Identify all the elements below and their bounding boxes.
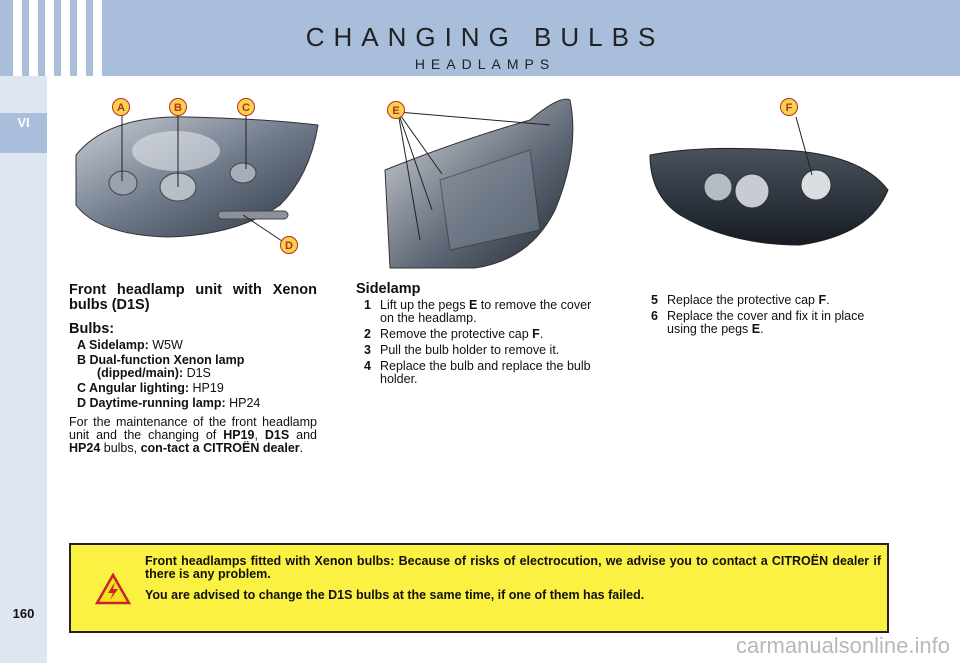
figure-front-headlamp [68, 95, 328, 255]
callout-c: C [237, 98, 255, 116]
callout-b: B [169, 98, 187, 116]
callout-e: E [387, 101, 405, 119]
header-stripe [77, 0, 86, 76]
bulb-item: A Sidelamp: W5W [77, 338, 183, 352]
page-subtitle: HEADLAMPS [414, 56, 556, 72]
page-number: 160 [12, 606, 35, 621]
page-title: CHANGING BULBS [305, 22, 665, 52]
warning-line-2: You are advised to change the D1S bulbs at the same time, if one of them has failed. [145, 588, 645, 602]
bulb-item: D Daytime-running lamp: HP24 [77, 396, 261, 410]
sidebar [0, 76, 47, 663]
header-stripe [29, 0, 38, 76]
headlamp-illustration [68, 95, 328, 255]
sidelamp-section [356, 283, 596, 389]
bulb-item: B Dual-function Xenon lamp (dipped/main): D1S [77, 353, 245, 380]
figure-headlamp-cap [640, 95, 890, 255]
step-item: 6 Replace the cover and fix it in place using the pegs E. [651, 309, 865, 336]
maintenance-paragraph: For the maintenance of the front headlamp unit and the changing of HP19, D1S and HP24 bulbs, con-tact a CITROËN dealer. [69, 415, 317, 455]
warning-text [145, 555, 881, 610]
replacement-steps [643, 294, 893, 339]
section-tab[interactable]: VI [0, 113, 47, 153]
step-item: 2 Remove the protective cap F. [364, 327, 544, 341]
warning-box [69, 543, 889, 633]
step-item: 4 Replace the bulb and replace the bulb holder. [364, 359, 591, 386]
section-heading: Front headlamp unit with Xenon bulbs (D1S) [69, 282, 317, 313]
page-header [0, 0, 960, 76]
headlamp-rear-illustration [380, 90, 590, 270]
callout-f: F [780, 98, 798, 116]
figure-headlamp-rear [380, 90, 590, 270]
step-item: 3 Pull the bulb holder to remove it. [364, 343, 560, 357]
header-stripe [61, 0, 70, 76]
electrical-hazard-icon [95, 573, 131, 605]
header-stripe [93, 0, 102, 76]
warning-line-1: Front headlamps fitted with Xenon bulbs: Because of risks of electrocution, we advise you to contact a CITROËN dealer if there is any problem. [145, 554, 881, 581]
step-item: 5 Replace the protective cap F. [651, 293, 830, 307]
callout-d: D [280, 236, 298, 254]
callout-a: A [112, 98, 130, 116]
header-stripe [45, 0, 54, 76]
watermark: carmanualsonline.info [735, 633, 950, 658]
headlamp-cap-illustration [640, 95, 890, 255]
sidelamp-heading: Sidelamp [356, 281, 421, 297]
step-item: 1 Lift up the pegs E to remove the cover on the headlamp. [364, 298, 592, 325]
bulb-item: C Angular lighting: HP19 [77, 381, 224, 395]
header-stripe [13, 0, 22, 76]
front-headlamp-section [69, 283, 317, 455]
bulbs-heading: Bulbs: [69, 321, 115, 337]
